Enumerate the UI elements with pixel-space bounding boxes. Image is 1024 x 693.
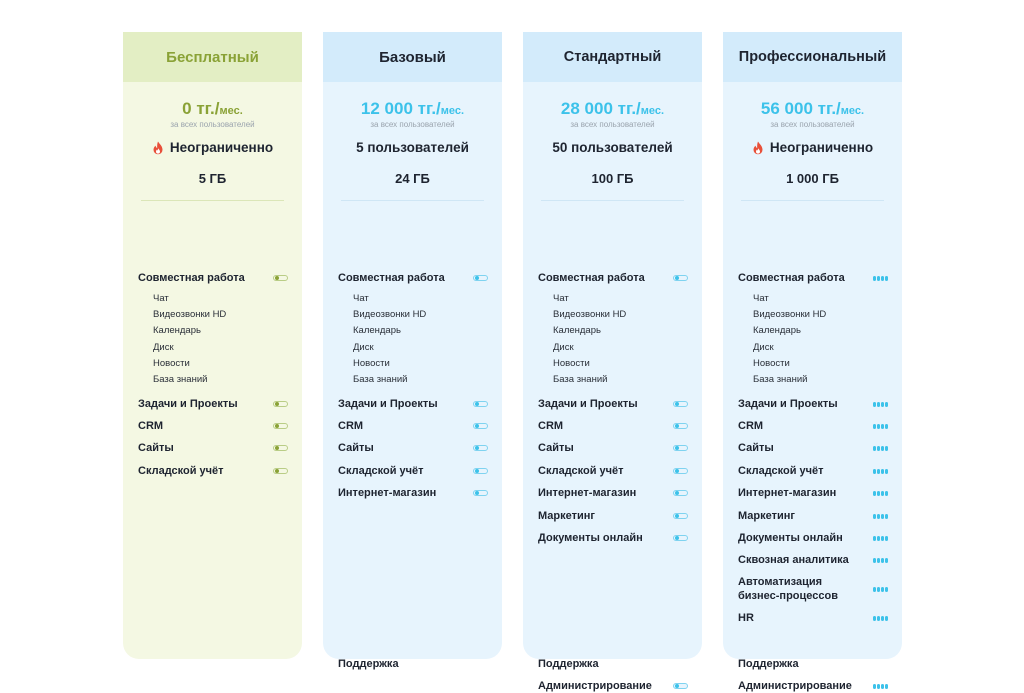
collab-item: Диск: [753, 342, 774, 353]
toggle-icon: [473, 423, 488, 429]
plan-price: 56 000 тг./мес.: [760, 99, 865, 118]
plan-storage: 24 ГБ: [395, 171, 430, 186]
plan-users: Неограниченно: [123, 140, 302, 155]
collab-item: Календарь: [553, 325, 601, 336]
toggle-icon: [473, 490, 488, 496]
divider: [741, 200, 884, 201]
feature-item: Сквозная аналитика: [738, 553, 888, 567]
feature-item: Сайты: [138, 441, 288, 455]
plan-storage: 100 ГБ: [591, 171, 634, 186]
feature-item: Маркетинг: [738, 509, 888, 523]
feature-item: Сайты: [538, 441, 688, 455]
dots-indicator-icon: [873, 536, 888, 541]
plan-title: Бесплатный: [123, 32, 302, 82]
collab-item: Календарь: [353, 325, 401, 336]
feature-support: Поддержка: [738, 658, 799, 670]
plan-storage: 1 000 ГБ: [786, 171, 839, 186]
toggle-icon: [673, 423, 688, 429]
feature-item: Маркетинг: [538, 509, 688, 523]
dots-indicator-icon: [873, 491, 888, 496]
feature-item: Сайты: [338, 441, 488, 455]
feature-support: Поддержка: [338, 658, 399, 670]
feature-item: Интернет-магазин: [738, 486, 888, 500]
feature-collab: Совместная работа: [338, 271, 488, 285]
collab-item: Диск: [153, 342, 174, 353]
collab-item: База знаний: [553, 374, 608, 385]
dots-indicator-icon: [873, 469, 888, 474]
feature-item: Интернет-магазин: [538, 486, 688, 500]
feature-support: Поддержка: [538, 658, 599, 670]
toggle-icon: [673, 535, 688, 541]
toggle-icon: [473, 445, 488, 451]
collab-item: Видеозвонки HD: [753, 309, 827, 320]
feature-item: Задачи и Проекты: [138, 397, 288, 411]
price-note: за всех пользователей: [570, 120, 655, 129]
price-note: за всех пользователей: [370, 120, 455, 129]
plan-users: 5 пользователей: [356, 140, 469, 155]
feature-item: CRM: [538, 419, 688, 433]
plan-users: 50 пользователей: [552, 140, 673, 155]
toggle-icon: [273, 401, 288, 407]
collab-item: Видеозвонки HD: [353, 309, 427, 320]
toggle-icon: [473, 275, 488, 281]
feature-item: Складской учёт: [338, 464, 488, 478]
toggle-icon: [273, 275, 288, 281]
plan-card-free: [123, 32, 302, 659]
feature-admin: Администрирование: [538, 679, 688, 693]
collab-item: База знаний: [153, 374, 208, 385]
plan-title: Стандартный: [523, 32, 702, 82]
divider: [541, 200, 684, 201]
plan-price: 0 тг./мес.: [182, 99, 243, 118]
collab-item: База знаний: [353, 374, 408, 385]
collab-item: Видеозвонки HD: [553, 309, 627, 320]
plan-card-professional: [723, 32, 902, 692]
feature-item: CRM: [138, 419, 288, 433]
plan-price: 12 000 тг./мес.: [360, 99, 465, 118]
feature-item: Задачи и Проекты: [738, 397, 888, 411]
collab-item: Чат: [353, 293, 369, 304]
feature-collab: Совместная работа: [538, 271, 688, 285]
collab-item: Календарь: [753, 325, 801, 336]
plan-card-basic: [323, 32, 502, 670]
feature-collab: Совместная работа: [138, 271, 288, 285]
dots-indicator-icon: [873, 587, 888, 592]
toggle-icon: [473, 401, 488, 407]
feature-item: Задачи и Проекты: [538, 397, 688, 411]
toggle-icon: [673, 490, 688, 496]
collab-item: Новости: [753, 358, 790, 369]
feature-item: Документы онлайн: [538, 531, 688, 545]
toggle-icon: [673, 468, 688, 474]
plan-card-standard: [523, 32, 702, 692]
feature-collab: Совместная работа: [738, 271, 888, 285]
collab-item: Новости: [153, 358, 190, 369]
toggle-icon: [673, 683, 688, 689]
collab-item: Чат: [753, 293, 769, 304]
dots-indicator-icon: [873, 424, 888, 429]
collab-item: Чат: [553, 293, 569, 304]
collab-item: Диск: [353, 342, 374, 353]
collab-item: Новости: [553, 358, 590, 369]
toggle-icon: [473, 468, 488, 474]
toggle-icon: [673, 275, 688, 281]
feature-item: Складской учёт: [738, 464, 888, 478]
toggle-icon: [273, 468, 288, 474]
plan-title: Базовый: [323, 32, 502, 82]
toggle-icon: [273, 445, 288, 451]
toggle-icon: [673, 445, 688, 451]
feature-automation: Автоматизация бизнес-процессов: [738, 575, 888, 603]
plan-title: Профессиональный: [723, 32, 902, 82]
feature-item: Сайты: [738, 441, 888, 455]
plan-price: 28 000 тг./мес.: [560, 99, 665, 118]
price-note: за всех пользователей: [170, 120, 255, 129]
collab-item: База знаний: [753, 374, 808, 385]
feature-item: Складской учёт: [538, 464, 688, 478]
dots-indicator-icon: [873, 514, 888, 519]
toggle-icon: [673, 401, 688, 407]
feature-item: CRM: [738, 419, 888, 433]
plan-users: Неограниченно: [723, 140, 902, 155]
divider: [341, 200, 484, 201]
plan-storage: 5 ГБ: [198, 171, 227, 186]
collab-item: Диск: [553, 342, 574, 353]
collab-item: Видеозвонки HD: [153, 309, 227, 320]
feature-item: CRM: [338, 419, 488, 433]
feature-item: Задачи и Проекты: [338, 397, 488, 411]
dots-indicator-icon: [873, 446, 888, 451]
feature-item: Документы онлайн: [738, 531, 888, 545]
dots-indicator-icon: [873, 402, 888, 407]
collab-item: Календарь: [153, 325, 201, 336]
toggle-icon: [273, 423, 288, 429]
feature-item: Интернет-магазин: [338, 486, 488, 500]
feature-item: Складской учёт: [138, 464, 288, 478]
feature-admin: Администрирование: [738, 679, 888, 693]
collab-item: Новости: [353, 358, 390, 369]
dots-indicator-icon: [873, 558, 888, 563]
collab-item: Чат: [153, 293, 169, 304]
dots-indicator-icon: [873, 684, 888, 689]
feature-hr: HR: [738, 611, 888, 625]
dots-indicator-icon: [873, 616, 888, 621]
divider: [141, 200, 284, 201]
fire-icon: [752, 141, 764, 155]
fire-icon: [152, 141, 164, 155]
price-note: за всех пользователей: [770, 120, 855, 129]
dots-indicator-icon: [873, 276, 888, 281]
toggle-icon: [673, 513, 688, 519]
